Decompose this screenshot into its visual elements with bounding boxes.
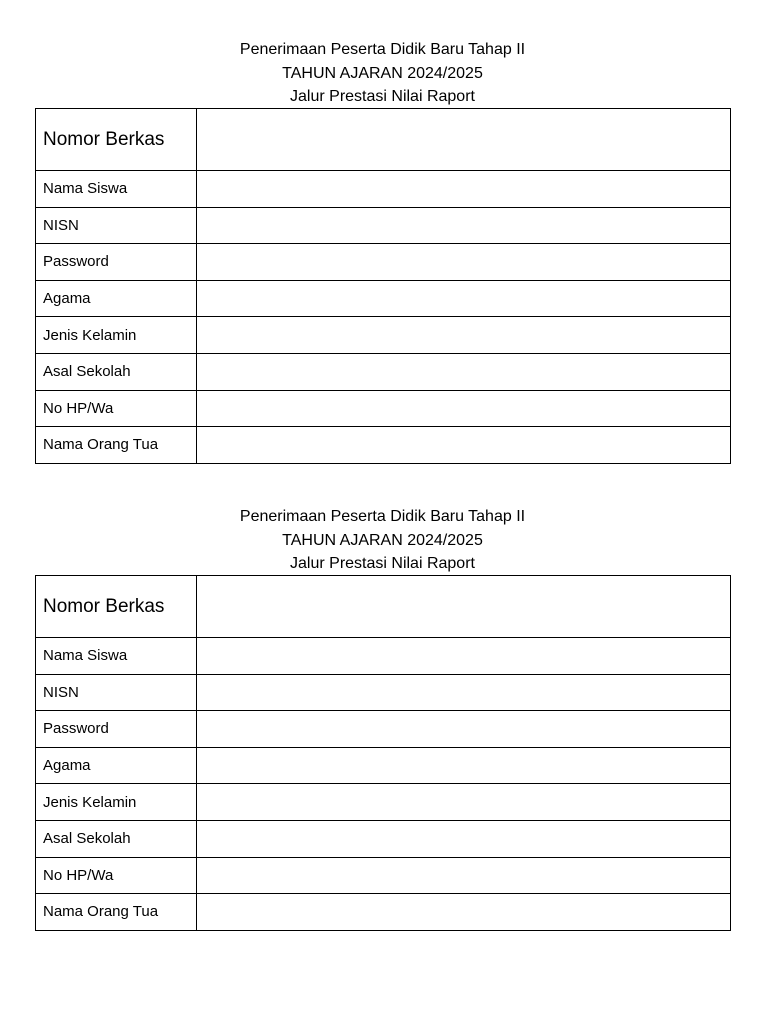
table-row-asal-sekolah	[36, 820, 731, 857]
field-nomor-berkas[interactable]	[197, 109, 731, 171]
field-no-hp[interactable]	[197, 857, 731, 894]
table-row-asal-sekolah	[36, 353, 731, 390]
field-nama-siswa[interactable]	[197, 171, 731, 208]
label-nomor-berkas: Nomor Berkas	[36, 576, 197, 638]
form-header	[35, 505, 730, 575]
table-row-nama-siswa	[36, 171, 731, 208]
table-row-no-hp	[36, 390, 731, 427]
registration-form-2	[35, 505, 730, 931]
field-jenis-kelamin[interactable]	[197, 317, 731, 354]
form-table	[35, 575, 731, 931]
field-password[interactable]	[197, 244, 731, 281]
admission-track: Jalur Prestasi Nilai Raport	[290, 88, 475, 105]
field-agama[interactable]	[197, 747, 731, 784]
form-table	[35, 108, 731, 464]
form-header	[35, 38, 730, 108]
admission-track: Jalur Prestasi Nilai Raport	[290, 555, 475, 572]
table-row-jenis-kelamin	[36, 317, 731, 354]
table-row-nomor-berkas	[36, 109, 731, 171]
field-nomor-berkas[interactable]	[197, 576, 731, 638]
label-no-hp: No HP/Wa	[36, 390, 197, 427]
table-row-nama-orang-tua	[36, 427, 731, 464]
table-row-nisn	[36, 207, 731, 244]
form-title: Penerimaan Peserta Didik Baru Tahap II	[239, 41, 526, 58]
registration-form-1	[35, 38, 730, 464]
field-asal-sekolah[interactable]	[197, 353, 731, 390]
table-row-jenis-kelamin	[36, 784, 731, 821]
table-row-nama-siswa	[36, 638, 731, 675]
table-row-no-hp	[36, 857, 731, 894]
label-nomor-berkas: Nomor Berkas	[36, 109, 197, 171]
field-password[interactable]	[197, 711, 731, 748]
table-row-nama-orang-tua	[36, 894, 731, 931]
field-jenis-kelamin[interactable]	[197, 784, 731, 821]
label-agama: Agama	[36, 280, 197, 317]
table-row-agama	[36, 280, 731, 317]
field-no-hp[interactable]	[197, 390, 731, 427]
label-password: Password	[36, 711, 197, 748]
field-nisn[interactable]	[197, 674, 731, 711]
table-row-nomor-berkas	[36, 576, 731, 638]
label-asal-sekolah: Asal Sekolah	[36, 353, 197, 390]
label-jenis-kelamin: Jenis Kelamin	[36, 784, 197, 821]
label-nama-siswa: Nama Siswa	[36, 171, 197, 208]
label-agama: Agama	[36, 747, 197, 784]
academic-year: TAHUN AJARAN 2024/2025	[282, 64, 483, 82]
form-title: Penerimaan Peserta Didik Baru Tahap II	[239, 508, 526, 525]
label-jenis-kelamin: Jenis Kelamin	[36, 317, 197, 354]
label-asal-sekolah: Asal Sekolah	[36, 820, 197, 857]
field-nama-siswa[interactable]	[197, 638, 731, 675]
field-nisn[interactable]	[197, 207, 731, 244]
label-no-hp: No HP/Wa	[36, 857, 197, 894]
field-agama[interactable]	[197, 280, 731, 317]
table-row-password	[36, 244, 731, 281]
field-nama-orang-tua[interactable]	[197, 894, 731, 931]
table-row-agama	[36, 747, 731, 784]
label-nama-orang-tua: Nama Orang Tua	[36, 427, 197, 464]
field-asal-sekolah[interactable]	[197, 820, 731, 857]
field-nama-orang-tua[interactable]	[197, 427, 731, 464]
table-row-nisn	[36, 674, 731, 711]
academic-year: TAHUN AJARAN 2024/2025	[282, 531, 483, 549]
label-nama-orang-tua: Nama Orang Tua	[36, 894, 197, 931]
label-nama-siswa: Nama Siswa	[36, 638, 197, 675]
label-nisn: NISN	[36, 207, 197, 244]
label-nisn: NISN	[36, 674, 197, 711]
table-row-password	[36, 711, 731, 748]
label-password: Password	[36, 244, 197, 281]
